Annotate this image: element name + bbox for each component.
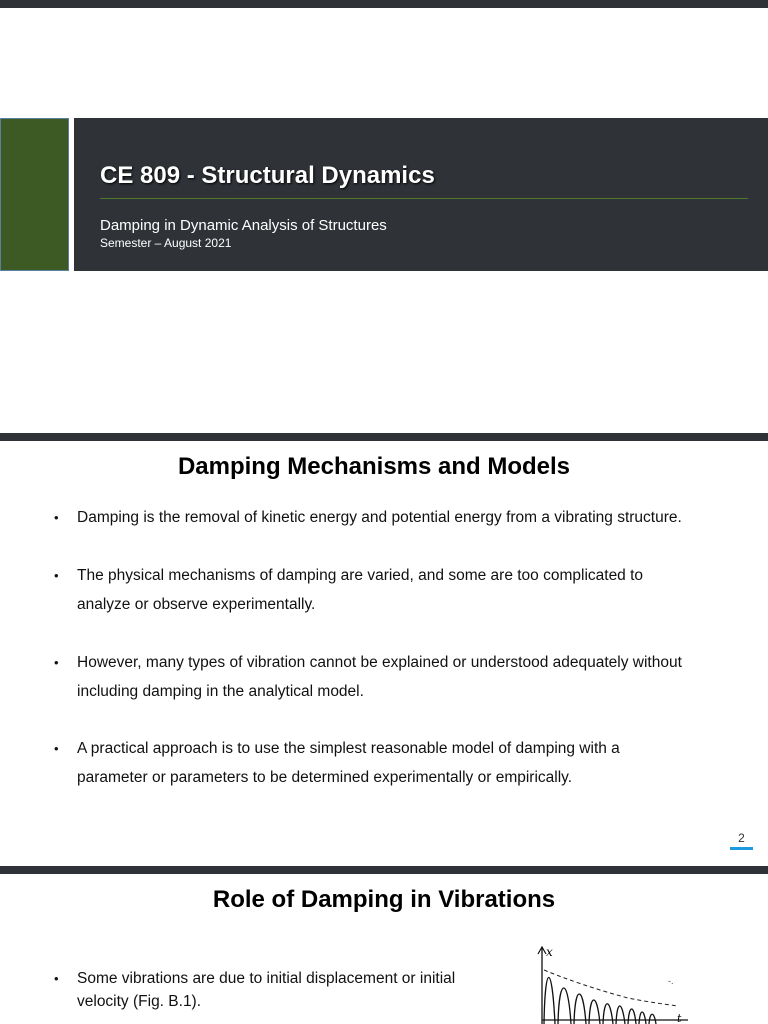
figure-note: -.	[668, 976, 674, 986]
bullet-item	[54, 734, 714, 792]
bullet-text-line: analyze or observe experimentally.	[77, 596, 316, 613]
course-title: CE 809 - Structural Dynamics	[100, 162, 435, 189]
figure-x-label: t	[677, 1012, 682, 1024]
title-band	[74, 118, 768, 271]
bullet-text-line: A practical approach is to use the simplest reasonable model of damping with a	[77, 740, 620, 757]
slide-heading: Role of Damping in Vibrations	[212, 886, 556, 913]
role-of-damping-slide	[0, 866, 768, 1024]
bullet-dot-icon: •	[54, 971, 59, 986]
bullet-text-line: However, many types of vibration cannot be explained or understood adequately without	[77, 654, 682, 671]
bullet-text-line: parameter or parameters to be determined experimentally or empirically.	[77, 769, 573, 786]
title-slide	[0, 0, 768, 433]
bullet-text-line: including damping in the analytical model.	[77, 683, 364, 700]
bullet-item	[54, 967, 484, 1013]
course-subtitle: Damping in Dynamic Analysis of Structures	[100, 217, 387, 234]
bullet-dot-icon: •	[54, 510, 59, 525]
bullet-text-line: The physical mechanisms of damping are varied, and some are too complicated to	[77, 567, 644, 584]
damped-vibration-figure	[528, 942, 698, 1024]
page-number-underline	[730, 847, 753, 850]
bullet-dot-icon: •	[54, 655, 59, 670]
title-divider	[100, 198, 748, 199]
figure-y-label: x	[546, 945, 553, 959]
bullet-text-line: Some vibrations are due to initial displacement or initial	[77, 970, 456, 987]
slide-top-bar	[0, 0, 768, 8]
slide-top-bar	[0, 866, 768, 874]
bullet-text: Damping is the removal of kinetic energy and potential energy from a vibrating structure.	[77, 509, 682, 526]
bullet-item	[54, 648, 714, 706]
semester-label: Semester – August 2021	[100, 236, 232, 250]
damped-oscillation-curve	[544, 978, 656, 1024]
bullet-text-line: velocity (Fig. B.1).	[77, 993, 202, 1010]
damping-mechanisms-slide	[0, 433, 768, 866]
bullet-dot-icon: •	[54, 568, 59, 583]
bullet-item	[54, 503, 714, 532]
slide-top-bar	[0, 433, 768, 441]
accent-block	[0, 118, 69, 271]
bullet-dot-icon: •	[54, 741, 59, 756]
page-number: 2	[738, 831, 745, 845]
bullet-item	[54, 561, 714, 619]
slide-heading: Damping Mechanisms and Models	[177, 453, 571, 480]
